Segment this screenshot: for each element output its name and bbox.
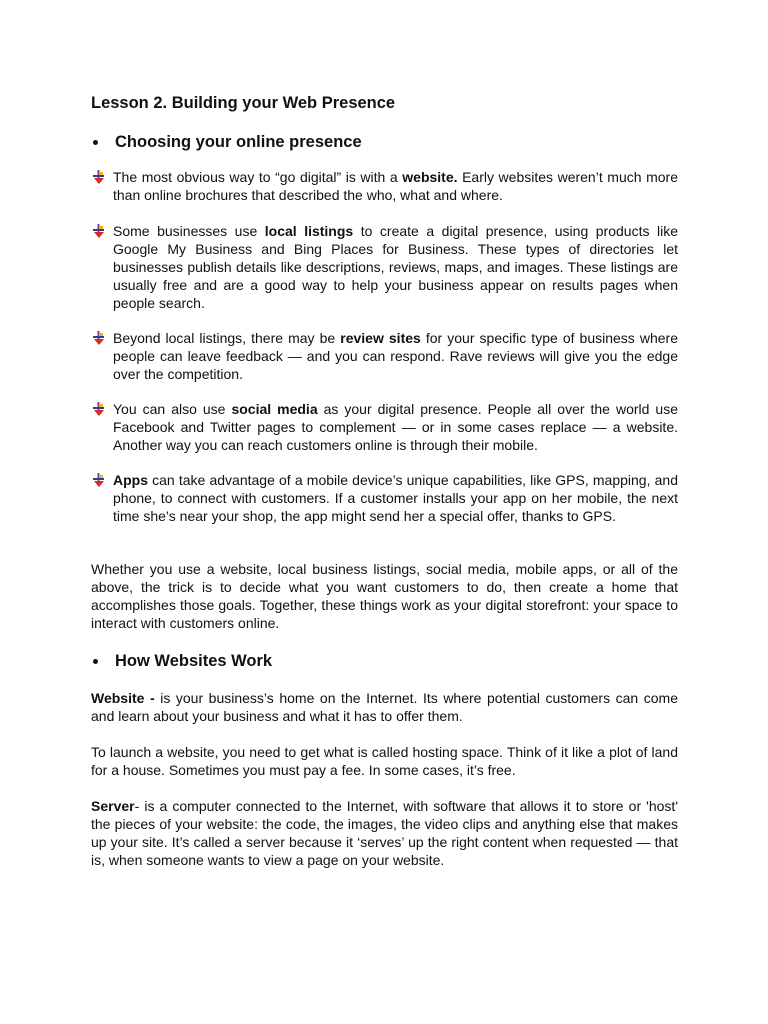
bullet-text: can take advantage of a mobile device’s unique capabilities, like GPS, mapping, and phone, to connect with customers. If a customer installs your app on her mobile, the next time she’s near your shop, the app might send her a special offer, thanks to GPS. — [113, 472, 678, 524]
arrow-bullet-icon — [91, 222, 113, 240]
section-heading-how-websites-work — [91, 652, 272, 671]
section-heading-online-presence — [91, 133, 362, 152]
arrow-bullet-icon — [91, 329, 113, 347]
bullet-dot-icon — [93, 140, 98, 145]
hosting-paragraph: To launch a website, you need to get what is called hosting space. Think of it like a plot of land for a house. Sometimes you must pay a fee. In some cases, it’s free. — [91, 744, 678, 778]
bullet-text: as your digital presence. People all over the world use Facebook and Twitter pages to complement — or in some cases replace — a website. Another way you can reach customers online is through their mobile. — [113, 401, 678, 453]
bullet-paragraph-social-media — [91, 400, 678, 454]
bullet-text: to create a digital presence, using products like Google My Business and Bing Places for Business. These types of directories let businesses publish details like descriptions, reviews, maps, and images. These listings are usually free and are a good way to help your business appear on results pages when people search. — [113, 223, 678, 311]
bullet-paragraph-apps — [91, 471, 678, 525]
bullet-dot-icon — [93, 659, 98, 664]
bullet-keyword: Apps — [113, 472, 148, 488]
website-definition-text: is your business’s home on the Internet. Its where potential customers can come and learn about your business and what it has to offer them. — [91, 690, 678, 724]
website-definition — [91, 689, 678, 725]
bullet-text: Early websites weren’t much more than online brochures that described the who, what and where. — [113, 169, 678, 203]
bullet-paragraph-review-sites — [91, 329, 678, 383]
bullet-text: You can also use — [113, 401, 232, 417]
arrow-bullet-icon — [91, 168, 113, 186]
bullet-text: The most obvious way to “go digital” is with a — [113, 169, 403, 185]
summary-paragraph: Whether you use a website, local business listings, social media, mobile apps, or all of the above, the trick is to decide what you want customers to do, then create a home that accomplishes those goals. Together, these things work as your digital storefront: your space to interact with customers online. — [91, 561, 678, 631]
bullet-keyword: local listings — [264, 223, 354, 239]
lesson-title: Lesson 2. Building your Web Presence — [91, 94, 396, 112]
server-definition — [91, 797, 678, 869]
section-heading-label: Choosing your online presence — [115, 133, 362, 151]
bullet-keyword: review sites — [340, 330, 421, 346]
bullet-keyword: social media — [231, 401, 318, 417]
bullet-text: Beyond local listings, there may be — [113, 330, 341, 346]
server-definition-text: - is a computer connected to the Internet, with software that allows it to store or 'host' the pieces of your website: the code, the images, the video clips and anything else that makes up your site. It’s called a server because it ‘serves’ up the right content when requested — that is, when someone wants to view a page on your website. — [91, 798, 678, 868]
bullet-keyword: website. — [402, 169, 458, 185]
arrow-bullet-icon — [91, 400, 113, 418]
bullet-text: Some businesses use — [113, 223, 265, 239]
website-term: Website - — [91, 690, 155, 706]
arrow-bullet-icon — [91, 471, 113, 489]
bullet-paragraph-website — [91, 168, 678, 204]
section-heading-label: How Websites Work — [115, 652, 273, 670]
server-term: Server — [91, 798, 135, 814]
bullet-paragraph-local-listings — [91, 222, 678, 312]
bullet-text: for your specific type of business where people can leave feedback — and you can respond. Rave reviews will give you the edge over the competition. — [113, 330, 678, 382]
